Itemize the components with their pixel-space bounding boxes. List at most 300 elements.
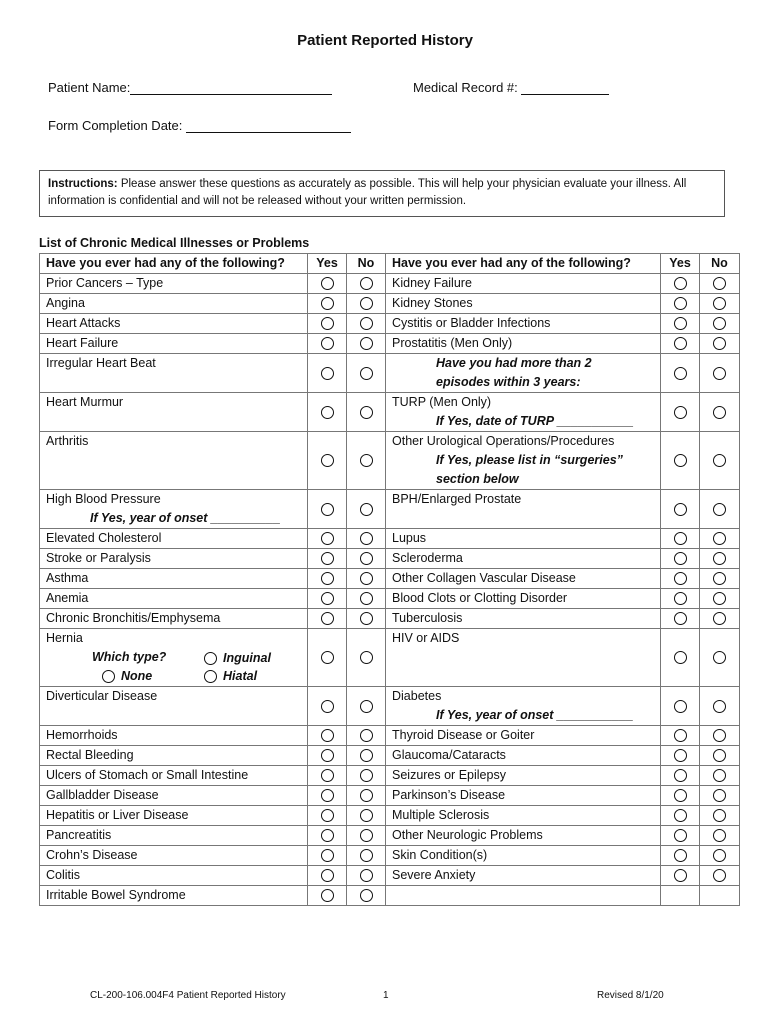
table-row [40,569,740,589]
radio-icon[interactable] [204,670,217,683]
left-question-label: Elevated Cholesterol [46,531,162,545]
right-question-label: Kidney Failure [392,276,472,290]
right-yes-radio[interactable] [674,367,687,380]
left-yes-radio[interactable] [321,749,334,762]
left-question [40,629,308,687]
left-yes-radio[interactable] [321,592,334,605]
right-yes-radio-cell [661,726,700,746]
right-yes-radio-cell [661,529,700,549]
right-no-radio[interactable] [713,769,726,782]
right-yes-radio[interactable] [674,406,687,419]
left-question-label: Heart Attacks [46,316,121,330]
left-question-label: Irritable Bowel Syndrome [46,888,186,902]
right-yes-radio-cell [661,826,700,846]
left-no-radio[interactable] [360,503,373,516]
left-question [40,432,308,490]
right-yes-radio-cell [661,846,700,866]
left-no-radio[interactable] [360,406,373,419]
right-yes-radio-cell [661,393,700,432]
right-question-label: Kidney Stones [392,296,473,310]
left-question-label: Hernia [46,631,83,645]
right-question-label: Prostatitis (Men Only) [392,336,513,350]
right-no-radio[interactable] [713,406,726,419]
page-title: Patient Reported History [297,32,473,49]
left-question [40,609,308,629]
left-yes-radio[interactable] [321,317,334,330]
left-yes-radio-cell [308,629,347,687]
right-yes-radio[interactable] [674,454,687,467]
left-yes-radio[interactable] [321,367,334,380]
left-yes-radio-cell [308,294,347,314]
left-question [40,589,308,609]
left-no-radio-cell [347,786,386,806]
illness-table [39,253,740,906]
left-no-radio-cell [347,569,386,589]
right-question-label: Other Urological Operations/Procedures [392,434,615,448]
left-question-label: Hemorrhoids [46,728,118,742]
right-yes-radio[interactable] [674,729,687,742]
right-question-label: Lupus [392,531,427,545]
table-row [40,432,740,490]
right-no-radio[interactable] [713,532,726,545]
hernia-which-type-label: Which type? [92,650,167,664]
table-row [40,866,740,886]
right-yes-radio[interactable] [674,789,687,802]
table-row [40,274,740,294]
left-no-radio[interactable] [360,849,373,862]
right-question-label: Scleroderma [392,551,463,565]
left-question-label: Crohn’s Disease [46,848,138,862]
right-no-radio-cell [700,274,740,294]
left-yes-radio-cell [308,746,347,766]
left-yes-radio[interactable] [321,552,334,565]
right-no-radio-cell [700,432,740,490]
table-row [40,726,740,746]
table-row [40,846,740,866]
left-no-radio-cell [347,746,386,766]
left-yes-radio-cell [308,334,347,354]
left-question [40,786,308,806]
right-question [386,866,661,886]
left-no-radio[interactable] [360,700,373,713]
right-question [386,786,661,806]
right-yes-radio-cell [661,569,700,589]
right-no-radio[interactable] [713,849,726,862]
left-question-label: Gallbladder Disease [46,788,159,802]
right-question-label: HIV or AIDS [392,631,460,645]
left-yes-radio-cell [308,826,347,846]
right-no-radio[interactable] [713,729,726,742]
hernia-which-type [92,648,166,667]
left-question [40,393,308,432]
table-row [40,629,740,687]
completion-date-line[interactable] [186,119,351,133]
right-no-radio-cell [700,826,740,846]
table-row [40,549,740,569]
turp-date-note: If Yes, date of TURP ___________ [436,414,634,428]
right-yes-radio-cell [661,806,700,826]
right-question [386,609,661,629]
table-row [40,609,740,629]
left-yes-radio-cell [308,687,347,726]
right-no-radio-cell [700,806,740,826]
left-yes-radio[interactable] [321,572,334,585]
left-no-header: No [347,254,386,274]
left-no-radio-cell [347,629,386,687]
right-question-label: Severe Anxiety [392,868,476,882]
right-question [386,529,661,549]
right-no-radio[interactable] [713,612,726,625]
right-question-label: Seizures or Epilepsy [392,768,506,782]
hernia-inguinal-option-label: Inguinal [223,651,271,665]
left-question-label: Stroke or Paralysis [46,551,151,565]
right-yes-radio[interactable] [674,849,687,862]
patient-name-field[interactable] [48,80,332,95]
right-yes-radio-cell [661,549,700,569]
right-no-radio-cell [700,746,740,766]
right-question-label: Multiple Sclerosis [392,808,490,822]
right-no-radio[interactable] [713,552,726,565]
medical-record-label: Medical Record #: [413,80,518,95]
left-yes-radio[interactable] [321,729,334,742]
right-question-label: Other Neurologic Problems [392,828,543,842]
left-yes-radio[interactable] [321,297,334,310]
hernia-hiatal-option[interactable] [204,667,257,686]
left-no-radio[interactable] [360,869,373,882]
left-yes-radio[interactable] [321,406,334,419]
right-yes-radio-cell [661,354,700,393]
left-question [40,846,308,866]
right-question-header: Have you ever had any of the following? [386,254,661,274]
table-row [40,490,740,529]
table-row [40,746,740,766]
right-yes-radio[interactable] [674,700,687,713]
right-yes-radio[interactable] [674,337,687,350]
right-question [386,629,661,687]
right-no-radio-cell [700,786,740,806]
left-yes-radio-cell [308,569,347,589]
right-yes-radio[interactable] [674,869,687,882]
left-question [40,274,308,294]
left-no-radio[interactable] [360,829,373,842]
table-row [40,529,740,549]
left-question-label: Asthma [46,571,89,585]
left-question-label: Pancreatitis [46,828,112,842]
right-no-radio[interactable] [713,277,726,290]
right-yes-header: Yes [661,254,700,274]
footer-page-number: 1 [383,990,389,1001]
left-no-radio[interactable] [360,789,373,802]
left-yes-radio-cell [308,726,347,746]
right-no-radio[interactable] [713,592,726,605]
left-no-radio-cell [347,866,386,886]
right-no-radio-cell [700,490,740,529]
left-yes-radio-cell [308,766,347,786]
right-no-radio[interactable] [713,337,726,350]
right-question-label: Glaucoma/Cataracts [392,748,506,762]
left-yes-radio[interactable] [321,769,334,782]
left-question [40,294,308,314]
left-no-radio[interactable] [360,592,373,605]
right-no-radio[interactable] [713,317,726,330]
left-yes-radio-cell [308,886,347,906]
left-question-label: Angina [46,296,85,310]
table-row [40,687,740,726]
left-question [40,886,308,906]
right-yes-radio[interactable] [674,297,687,310]
hbp-onset-note: If Yes, year of onset __________ [90,511,281,525]
right-no-radio-cell [700,393,740,432]
left-no-radio[interactable] [360,889,373,902]
episodes-note: Have you had more than 2 episodes within 3 years: [436,356,592,389]
left-question [40,806,308,826]
left-no-radio[interactable] [360,317,373,330]
left-yes-radio[interactable] [321,651,334,664]
right-question [386,886,661,906]
medical-record-line[interactable] [521,81,609,95]
right-yes-radio[interactable] [674,651,687,664]
left-yes-radio[interactable] [321,789,334,802]
left-yes-radio-cell [308,314,347,334]
left-question [40,314,308,334]
medical-record-field[interactable] [413,80,609,95]
left-question-label: Rectal Bleeding [46,748,134,762]
left-no-radio[interactable] [360,809,373,822]
right-yes-radio[interactable] [674,612,687,625]
left-no-radio[interactable] [360,532,373,545]
right-no-radio-cell [700,629,740,687]
left-no-radio-cell [347,274,386,294]
left-question [40,687,308,726]
left-yes-radio-cell [308,866,347,886]
left-question-header: Have you ever had any of the following? [40,254,308,274]
right-question [386,334,661,354]
right-yes-radio[interactable] [674,572,687,585]
left-yes-radio[interactable] [321,337,334,350]
hernia-inguinal-option[interactable] [204,649,271,668]
right-no-radio[interactable] [713,503,726,516]
left-question [40,746,308,766]
right-no-radio[interactable] [713,809,726,822]
right-question-label: Tuberculosis [392,611,463,625]
left-no-radio[interactable] [360,651,373,664]
left-no-radio[interactable] [360,749,373,762]
left-yes-radio[interactable] [321,454,334,467]
left-no-radio-cell [347,334,386,354]
left-no-radio[interactable] [360,552,373,565]
left-question [40,354,308,393]
left-question [40,726,308,746]
right-no-radio-cell [700,766,740,786]
section-title: List of Chronic Medical Illnesses or Problems [39,236,310,250]
table-row [40,314,740,334]
left-no-radio-cell [347,609,386,629]
right-question-label: Skin Condition(s) [392,848,488,862]
left-question-label: Anemia [46,591,89,605]
left-no-radio-cell [347,490,386,529]
right-yes-radio[interactable] [674,769,687,782]
completion-date-field[interactable] [48,118,351,133]
radio-icon[interactable] [204,652,217,665]
right-no-radio-cell [700,866,740,886]
left-question-label: High Blood Pressure [46,492,161,506]
table-row [40,786,740,806]
left-no-radio[interactable] [360,337,373,350]
right-no-radio[interactable] [713,789,726,802]
right-question [386,806,661,826]
right-yes-radio-cell [661,866,700,886]
table-row [40,589,740,609]
left-yes-radio[interactable] [321,532,334,545]
right-question [386,687,661,726]
left-yes-radio[interactable] [321,869,334,882]
left-question-label: Ulcers of Stomach or Small Intestine [46,768,249,782]
left-no-radio[interactable] [360,277,373,290]
right-question [386,589,661,609]
right-question [386,746,661,766]
instructions-text: Please answer these questions as accurately as possible. This will help your physician evaluate your illness. All information is confidential and will not be released without your written permission. [48,178,687,207]
instructions-box [39,170,725,217]
left-yes-radio[interactable] [321,829,334,842]
left-yes-radio-cell [308,274,347,294]
right-question [386,294,661,314]
right-question [386,569,661,589]
left-question-label: Diverticular Disease [46,689,158,703]
urological-surgeries-note: If Yes, please list in “surgeries” section below [436,453,623,486]
footer-revised: Revised 8/1/20 [597,990,664,1001]
right-yes-radio-cell [661,746,700,766]
diabetes-onset-note: If Yes, year of onset ___________ [436,708,634,722]
right-yes-radio-cell [661,687,700,726]
right-no-radio[interactable] [713,454,726,467]
right-question-label: Cystitis or Bladder Infections [392,316,551,330]
left-yes-radio[interactable] [321,889,334,902]
left-no-radio[interactable] [360,367,373,380]
left-yes-radio-cell [308,846,347,866]
left-no-radio[interactable] [360,729,373,742]
table-row [40,886,740,906]
right-question [386,766,661,786]
left-no-radio-cell [347,393,386,432]
right-yes-radio-cell [661,589,700,609]
right-question [386,549,661,569]
right-yes-radio-cell [661,334,700,354]
left-yes-radio[interactable] [321,612,334,625]
left-no-radio-cell [347,294,386,314]
left-yes-radio[interactable] [321,277,334,290]
left-yes-header: Yes [308,254,347,274]
right-yes-radio-cell [661,629,700,687]
patient-name-label: Patient Name: [48,80,131,95]
right-yes-radio[interactable] [674,749,687,762]
right-no-radio-cell [700,529,740,549]
right-yes-radio-cell [661,609,700,629]
right-yes-radio[interactable] [674,277,687,290]
left-question [40,766,308,786]
right-no-radio[interactable] [713,749,726,762]
right-question [386,314,661,334]
right-no-radio[interactable] [713,651,726,664]
right-yes-radio[interactable] [674,552,687,565]
left-yes-radio[interactable] [321,503,334,516]
right-no-radio-cell [700,549,740,569]
right-no-radio[interactable] [713,297,726,310]
left-no-radio[interactable] [360,769,373,782]
left-no-radio-cell [347,766,386,786]
right-no-radio-cell [700,569,740,589]
table-header-row [40,254,740,274]
left-question-label: Heart Murmur [46,395,124,409]
right-no-radio[interactable] [713,572,726,585]
left-yes-radio[interactable] [321,700,334,713]
right-question [386,274,661,294]
right-yes-radio[interactable] [674,503,687,516]
right-yes-radio[interactable] [674,532,687,545]
radio-icon[interactable] [102,670,115,683]
table-row [40,294,740,314]
left-no-radio-cell [347,529,386,549]
left-no-radio[interactable] [360,454,373,467]
right-yes-radio-cell [661,314,700,334]
right-no-radio[interactable] [713,829,726,842]
patient-name-line[interactable] [130,81,332,95]
hernia-none-option[interactable] [102,667,152,686]
left-no-radio-cell [347,886,386,906]
right-no-radio[interactable] [713,869,726,882]
table-row [40,354,740,393]
right-yes-radio[interactable] [674,829,687,842]
left-yes-radio-cell [308,393,347,432]
right-no-radio[interactable] [713,700,726,713]
right-question-label: Blood Clots or Clotting Disorder [392,591,568,605]
left-yes-radio[interactable] [321,809,334,822]
left-no-radio-cell [347,549,386,569]
right-no-radio-cell [700,609,740,629]
left-question-label: Hepatitis or Liver Disease [46,808,189,822]
right-yes-radio-cell [661,432,700,490]
left-question [40,569,308,589]
left-no-radio[interactable] [360,612,373,625]
right-yes-radio[interactable] [674,592,687,605]
right-question [386,846,661,866]
right-question-label: Other Collagen Vascular Disease [392,571,576,585]
left-no-radio[interactable] [360,297,373,310]
right-yes-radio-cell [661,274,700,294]
left-no-radio-cell [347,354,386,393]
left-no-radio-cell [347,826,386,846]
right-yes-radio[interactable] [674,317,687,330]
left-no-radio-cell [347,432,386,490]
left-yes-radio[interactable] [321,849,334,862]
right-no-radio-cell [700,846,740,866]
left-no-radio[interactable] [360,572,373,585]
right-yes-empty [661,886,700,906]
table-row [40,806,740,826]
hernia-hiatal-option-label: Hiatal [223,669,258,683]
left-no-radio-cell [347,314,386,334]
left-yes-radio-cell [308,806,347,826]
table-row [40,334,740,354]
right-no-radio[interactable] [713,367,726,380]
right-question-label: TURP (Men Only) [392,395,492,409]
left-question [40,866,308,886]
right-no-header: No [700,254,740,274]
right-question [386,354,661,393]
right-question [386,726,661,746]
left-yes-radio-cell [308,529,347,549]
right-yes-radio-cell [661,490,700,529]
right-yes-radio[interactable] [674,809,687,822]
